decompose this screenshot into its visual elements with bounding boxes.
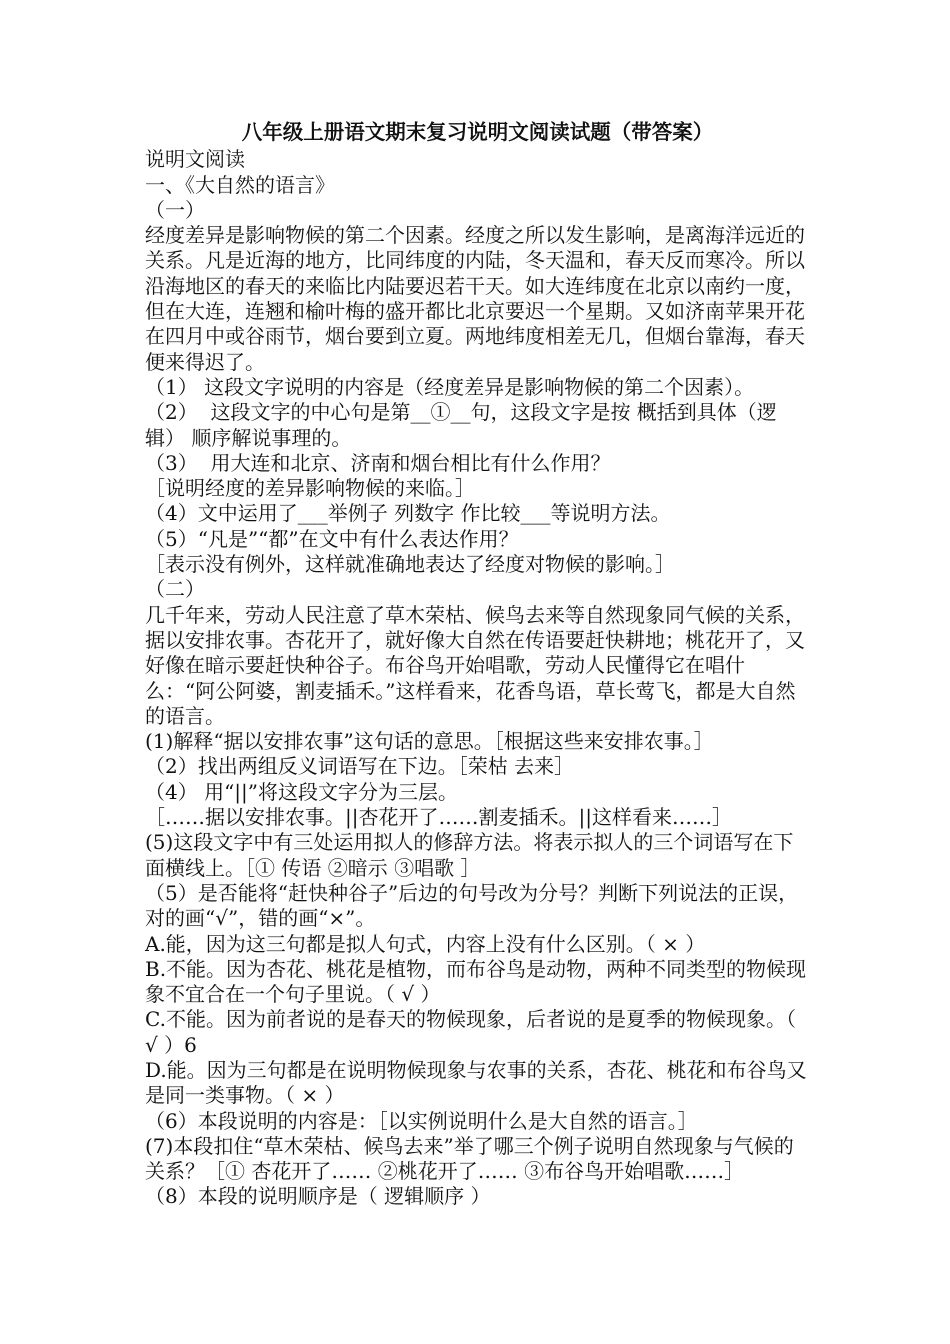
text-line: （3） 用大连和北京、济南和烟台相比有什么作用？ — [145, 450, 611, 475]
document-page — [145, 120, 810, 1210]
text-line: (5)这段文字中有三处运用拟人的修辞方法。将表示拟人的三个词语写在下面横线上。［① 传语 ②暗示 ③唱歌 ］ — [145, 830, 794, 880]
text-line: (7)本段扣住“草木荣枯、候鸟去来”举了哪三个例子说明自然现象与气候的关系？［① 杏花开了…… ②桃花开了…… ③布谷鸟开始唱歌……］ — [145, 1133, 794, 1184]
text-line: （2） 这段文字的中心句是第__①__句，这段文字是按 概括到具体（逻辑） 顺序解说事理的。 — [145, 400, 777, 450]
text-line: 一、《大自然的语言》 — [145, 172, 335, 197]
document-body — [145, 147, 810, 1209]
document-title: 八年级上册语文期末复习说明文阅读试题（带答案） — [241, 120, 714, 144]
text-line: （4）文中运用了___举例子 列数字 作比较___等说明方法。 — [145, 501, 671, 526]
text-line: （1） 这段文字说明的内容是（经度差异是影响物候的第二个因素）。 — [145, 374, 755, 399]
text-line: 经度差异是影响物候的第二个因素。经度之所以发生影响，是离海洋远近的关系。凡是近海的地方，比同纬度的内陆，冬天温和，春天反而寒冷。所以沿海地区的春天的来临比内陆要迟若干天。如大连纬度在北京以南约一度，但在大连，连翘和榆叶梅的盛开都比北京要迟一个星期。又如济南苹果开花在四月中或谷雨节，烟台要到立夏。两地纬度相差无几，但烟台靠海，春天便来得迟了。 — [145, 223, 805, 374]
text-line: ［……据以安排农事。||杏花开了……割麦插禾。||这样看来……］ — [145, 805, 732, 830]
text-line: D.能。因为三句都是在说明物候现象与农事的关系，杏花、桃花和布谷鸟又是同一类事物。（ × ） — [145, 1057, 807, 1108]
text-line: （2）找出两组反义词语写在下边。［荣枯 去来］ — [145, 754, 575, 779]
text-line: （6）本段说明的内容是：［以实例说明什么是大自然的语言。］ — [145, 1108, 698, 1133]
text-line: C.不能。因为前者说的是春天的物候现象，后者说的是夏季的物候现象。（ √ ）6 — [145, 1007, 803, 1057]
text-line: B.不能。因为杏花、桃花是植物，而布谷鸟是动物，两种不同类型的物候现象不宜合在一个句子里说。（ √ ） — [145, 956, 807, 1007]
text-line: ［说明经度的差异影响物候的来临。］ — [145, 476, 475, 501]
text-line: (1)解释“据以安排农事”这句话的意思。［根据这些来安排农事。］ — [145, 729, 714, 754]
text-line: ［表示没有例外，这样就准确地表达了经度对物候的影响。］ — [145, 552, 675, 577]
text-line: （二） — [145, 577, 205, 602]
text-line: A.能，因为这三句都是拟人句式，内容上没有什么区别。（ × ） — [145, 931, 706, 956]
text-line: （5）是否能将“赶快种谷子”后边的句号改为分号？判断下列说法的正误，对的画“√”，错的画“×”。 — [145, 880, 799, 931]
text-line: （8）本段的说明顺序是（ 逻辑顺序 ） — [145, 1184, 491, 1209]
text-line: 说明文阅读 — [145, 147, 245, 172]
text-line: （5）“凡是”“都”在文中有什么表达作用？ — [145, 526, 519, 551]
text-line: （一） — [145, 197, 205, 222]
text-line: （4） 用“||”将这段文字分为三层。 — [145, 779, 459, 804]
text-line: 几千年来，劳动人民注意了草木荣枯、候鸟去来等自然现象同气候的关系，据以安排农事。杏花开了，就好像大自然在传语要赶快耕地；桃花开了，又好像在暗示要赶快种谷子。布谷鸟开始唱歌，劳动人民懂得它在唱什么：“阿公阿婆，割麦插禾。”这样看来，花香鸟语，草长莺飞，都是大自然的语言。 — [145, 602, 805, 728]
